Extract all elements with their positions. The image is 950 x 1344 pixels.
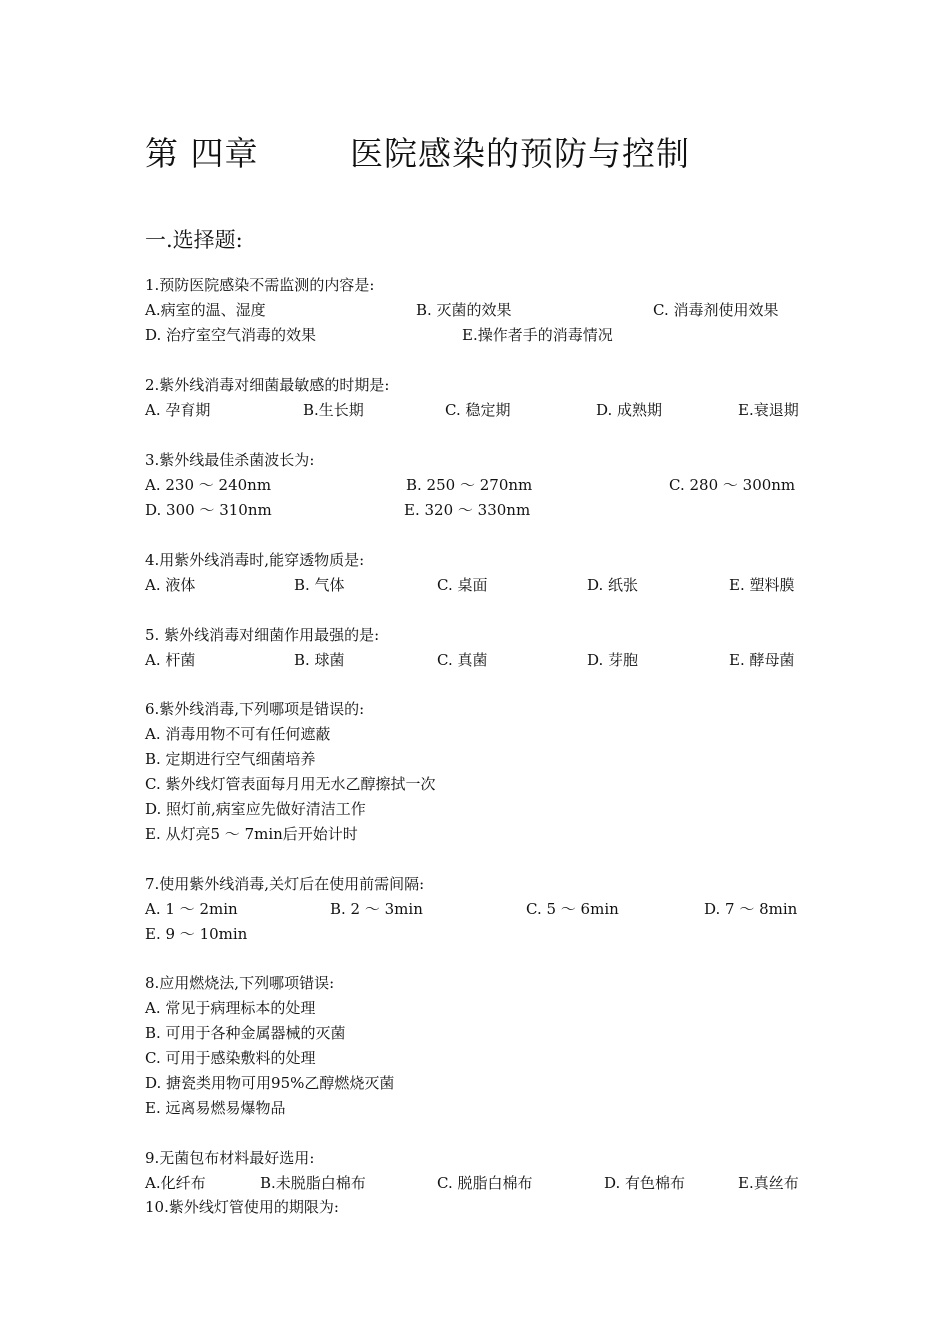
question-1-option-c: C. 消毒剂使用效果 [653, 301, 779, 319]
question-2-stem: 2.紫外线消毒对细菌最敏感的时期是: [145, 376, 390, 394]
section-heading: 一.选择题: [145, 228, 243, 252]
question-2-option-a: A. 孕育期 [145, 401, 211, 419]
question-8-option-a: A. 常见于病理标本的处理 [145, 999, 316, 1017]
chapter-number: 第 四章 [145, 134, 259, 173]
question-6-option-c: C. 紫外线灯管表面每月用无水乙醇擦拭一次 [145, 775, 436, 793]
question-9-option-a: A.化纤布 [145, 1174, 206, 1192]
question-7-option-d: D. 7 ～ 8min [704, 900, 798, 918]
chapter-name: 医院感染的预防与控制 [350, 134, 690, 173]
question-1-option-a: A.病室的温、湿度 [145, 301, 266, 319]
question-3-stem: 3.紫外线最佳杀菌波长为: [145, 451, 315, 469]
question-5-stem: 5. 紫外线消毒对细菌作用最强的是: [145, 626, 380, 644]
question-4-option-d: D. 纸张 [587, 576, 639, 594]
question-3-option-b: B. 250 ～ 270nm [406, 476, 533, 494]
question-3-option-a: A. 230 ～ 240nm [145, 476, 272, 494]
question-7-option-c: C. 5 ～ 6min [526, 900, 619, 918]
question-9-option-d: D. 有色棉布 [604, 1174, 686, 1192]
question-6-stem: 6.紫外线消毒,下列哪项是错误的: [145, 700, 365, 718]
question-2-option-b: B.生长期 [303, 401, 364, 419]
question-3-option-e: E. 320 ～ 330nm [404, 501, 531, 519]
question-5-option-d: D. 芽胞 [587, 651, 639, 669]
question-4-option-a: A. 液体 [145, 576, 196, 594]
question-6-option-e: E. 从灯亮5 ～ 7min后开始计时 [145, 825, 358, 843]
question-4-option-e: E. 塑料膜 [729, 576, 795, 594]
question-2-option-d: D. 成熟期 [596, 401, 663, 419]
question-10-stem: 10.紫外线灯管使用的期限为: [145, 1198, 339, 1216]
question-5-option-a: A. 杆菌 [145, 651, 196, 669]
question-3-option-c: C. 280 ～ 300nm [669, 476, 796, 494]
question-6-option-b: B. 定期进行空气细菌培养 [145, 750, 316, 768]
question-2-option-e: E.衰退期 [738, 401, 799, 419]
question-3-option-d: D. 300 ～ 310nm [145, 501, 272, 519]
question-4-option-b: B. 气体 [294, 576, 345, 594]
question-8-option-c: C. 可用于感染敷料的处理 [145, 1049, 316, 1067]
question-8-stem: 8.应用燃烧法,下列哪项错误: [145, 974, 335, 992]
chapter-title [145, 128, 690, 175]
question-1-option-b: B. 灭菌的效果 [416, 301, 512, 319]
question-8-option-d: D. 搪瓷类用物可用95%乙醇燃烧灭菌 [145, 1074, 395, 1092]
question-9-option-b: B.未脱脂白棉布 [260, 1174, 366, 1192]
question-7-stem: 7.使用紫外线消毒,关灯后在使用前需间隔: [145, 875, 425, 893]
question-5-option-c: C. 真菌 [437, 651, 488, 669]
question-7-option-b: B. 2 ～ 3min [330, 900, 423, 918]
question-4-option-c: C. 桌面 [437, 576, 488, 594]
question-7-option-e: E. 9 ～ 10min [145, 925, 248, 943]
question-6-option-d: D. 照灯前,病室应先做好清洁工作 [145, 800, 366, 818]
question-7-option-a: A. 1 ～ 2min [145, 900, 238, 918]
question-8-option-e: E. 远离易燃易爆物品 [145, 1099, 286, 1117]
question-5-option-e: E. 酵母菌 [729, 651, 795, 669]
question-2-option-c: C. 稳定期 [445, 401, 511, 419]
question-9-option-c: C. 脱脂白棉布 [437, 1174, 533, 1192]
question-1-stem: 1.预防医院感染不需监测的内容是: [145, 276, 375, 294]
question-8-option-b: B. 可用于各种金属器械的灭菌 [145, 1024, 346, 1042]
question-4-stem: 4.用紫外线消毒时,能穿透物质是: [145, 551, 365, 569]
question-5-option-b: B. 球菌 [294, 651, 345, 669]
question-1-option-e: E.操作者手的消毒情况 [462, 326, 613, 344]
question-9-stem: 9.无菌包布材料最好选用: [145, 1149, 315, 1167]
question-1-option-d: D. 治疗室空气消毒的效果 [145, 326, 317, 344]
question-9-option-e: E.真丝布 [738, 1174, 799, 1192]
question-6-option-a: A. 消毒用物不可有任何遮蔽 [145, 725, 331, 743]
